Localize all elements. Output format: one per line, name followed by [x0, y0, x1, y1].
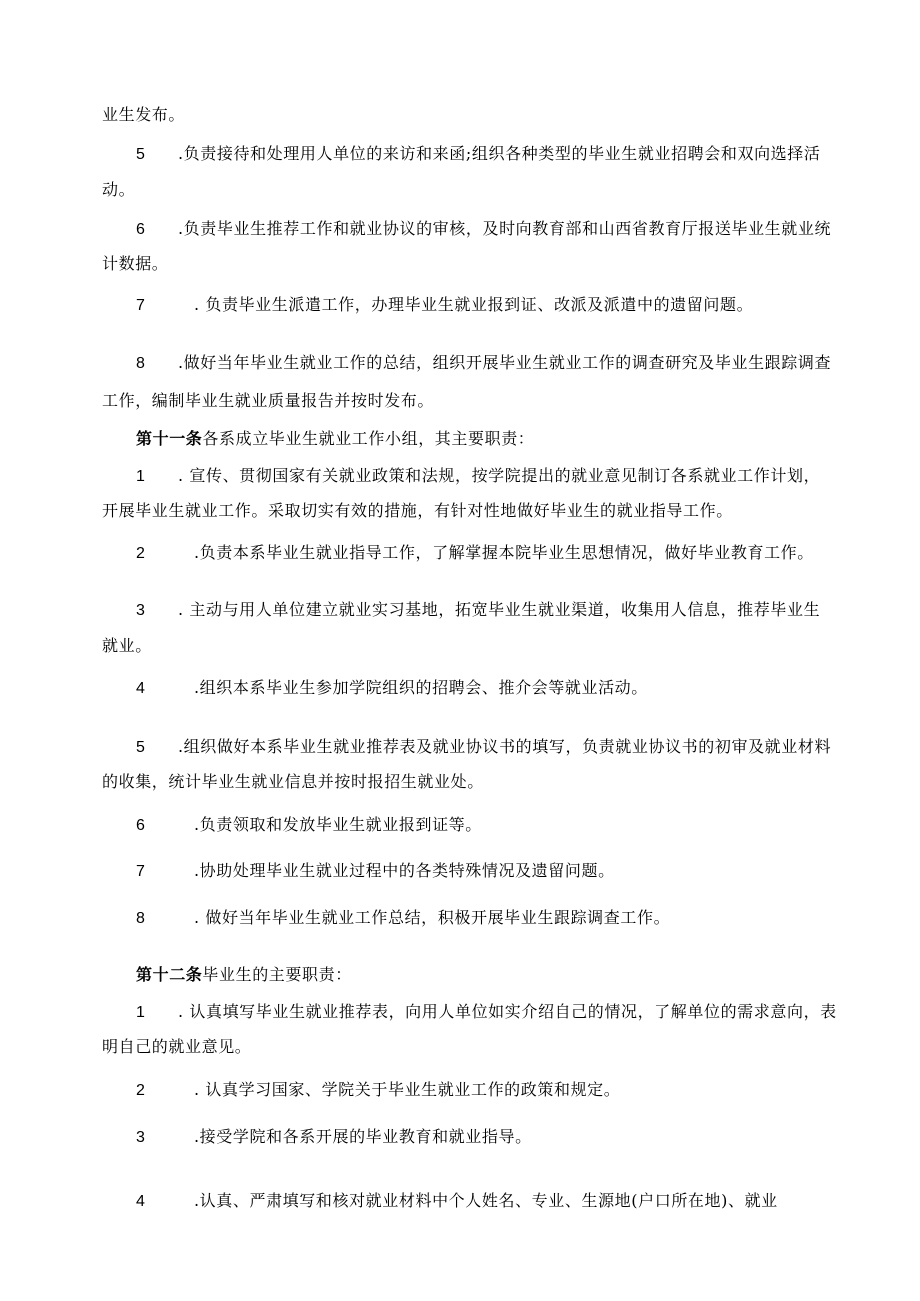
item-number: 3 [136, 1129, 146, 1146]
item-text: .负责毕业生推荐工作和就业协议的审核，及时向教育部和山西省教育厅报送毕业生就业统 [178, 219, 832, 238]
item-text: .负责接待和处理用人单位的来访和来函;组织各种类型的毕业生就业招聘会和双向选择活 [178, 144, 821, 163]
list-item-1 [136, 465, 820, 488]
item-text: .组织做好本系毕业生就业推荐表及就业协议书的填写，负责就业协议书的初审及就业材料 [178, 737, 832, 756]
article-heading: 第十一条 [136, 429, 203, 448]
text-line: 明自己的就业意见。 [102, 1037, 252, 1056]
item-number: 8 [136, 910, 146, 927]
item-number: 4 [136, 1193, 146, 1210]
article-heading: 第十二条 [136, 965, 203, 984]
item-text: . 宣传、贯彻国家有关就业政策和法规，按学院提出的就业意见制订各系就业工作计划， [178, 466, 821, 485]
article-11 [136, 428, 534, 450]
item-text: . 主动与用人单位建立就业实习基地，拓宽毕业生就业渠道，收集用人信息，推荐毕业生 [178, 600, 821, 619]
article-12 [136, 964, 352, 986]
list-item-6 [136, 218, 831, 241]
list-item-4 [136, 677, 648, 700]
item-text: . 认真填写毕业生就业推荐表，向用人单位如实介绍自己的情况，了解单位的需求意向，表 [178, 1002, 837, 1021]
list-item-4c [136, 1190, 778, 1213]
item-number: 7 [136, 297, 146, 314]
text-line: 工作，编制毕业生就业质量报告并按时发布。 [102, 391, 435, 410]
item-number: 6 [136, 817, 146, 834]
list-item-7b [136, 860, 615, 883]
list-item-8 [136, 352, 831, 375]
article-text: 各系成立毕业生就业工作小组，其主要职责： [202, 429, 535, 448]
item-text: .协助处理毕业生就业过程中的各类特殊情况及遗留问题。 [194, 861, 615, 880]
list-item-1c [136, 1001, 837, 1024]
item-text: .做好当年毕业生就业工作的总结，组织开展毕业生就业工作的调查研究及毕业生跟踪调查 [178, 353, 832, 372]
item-number: 1 [136, 468, 146, 485]
list-item-5b [136, 736, 831, 759]
list-item-6b [136, 814, 482, 837]
item-number: 1 [136, 1004, 146, 1021]
list-item-3c [136, 1126, 532, 1149]
item-text: .组织本系毕业生参加学院组织的招聘会、推介会等就业活动。 [194, 678, 648, 697]
list-item-7 [136, 294, 753, 317]
text-line: 的收集，统计毕业生就业信息并按时报招生就业处。 [102, 772, 484, 791]
article-text: 毕业生的主要职责： [202, 965, 352, 984]
list-item-2c [136, 1079, 620, 1102]
item-number: 6 [136, 221, 146, 238]
list-item-3 [136, 599, 820, 622]
list-item-5 [136, 143, 820, 166]
item-number: 7 [136, 863, 146, 880]
item-text: . 负责毕业生派遣工作，办理毕业生就业报到证、改派及派遣中的遗留问题。 [194, 295, 754, 314]
item-number: 3 [136, 602, 146, 619]
text-line: 开展毕业生就业工作。采取切实有效的措施，有针对性地做好毕业生的就业指导工作。 [102, 501, 733, 520]
item-text: .负责领取和发放毕业生就业报到证等。 [194, 815, 482, 834]
item-number: 8 [136, 355, 146, 372]
list-item-2 [136, 542, 814, 565]
text-line: 业生发布。 [102, 105, 186, 124]
text-line: 动。 [102, 180, 136, 199]
item-text: . 认真学习国家、学院关于毕业生就业工作的政策和规定。 [194, 1080, 621, 1099]
list-item-8b [136, 907, 670, 930]
item-number: 4 [136, 680, 146, 697]
item-text: .接受学院和各系开展的毕业教育和就业指导。 [194, 1127, 532, 1146]
item-text: .认真、严肃填写和核对就业材料中个人姓名、专业、生源地(户口所在地)、就业 [194, 1191, 778, 1210]
item-number: 5 [136, 739, 146, 756]
text-line: 就业。 [102, 636, 152, 655]
text-line: 计数据。 [102, 254, 169, 273]
item-text: . 做好当年毕业生就业工作总结，积极开展毕业生跟踪调查工作。 [194, 908, 671, 927]
item-number: 2 [136, 545, 146, 562]
item-number: 2 [136, 1082, 146, 1099]
item-text: .负责本系毕业生就业指导工作，了解掌握本院毕业生思想情况，做好毕业教育工作。 [194, 543, 814, 562]
item-number: 5 [136, 146, 146, 163]
